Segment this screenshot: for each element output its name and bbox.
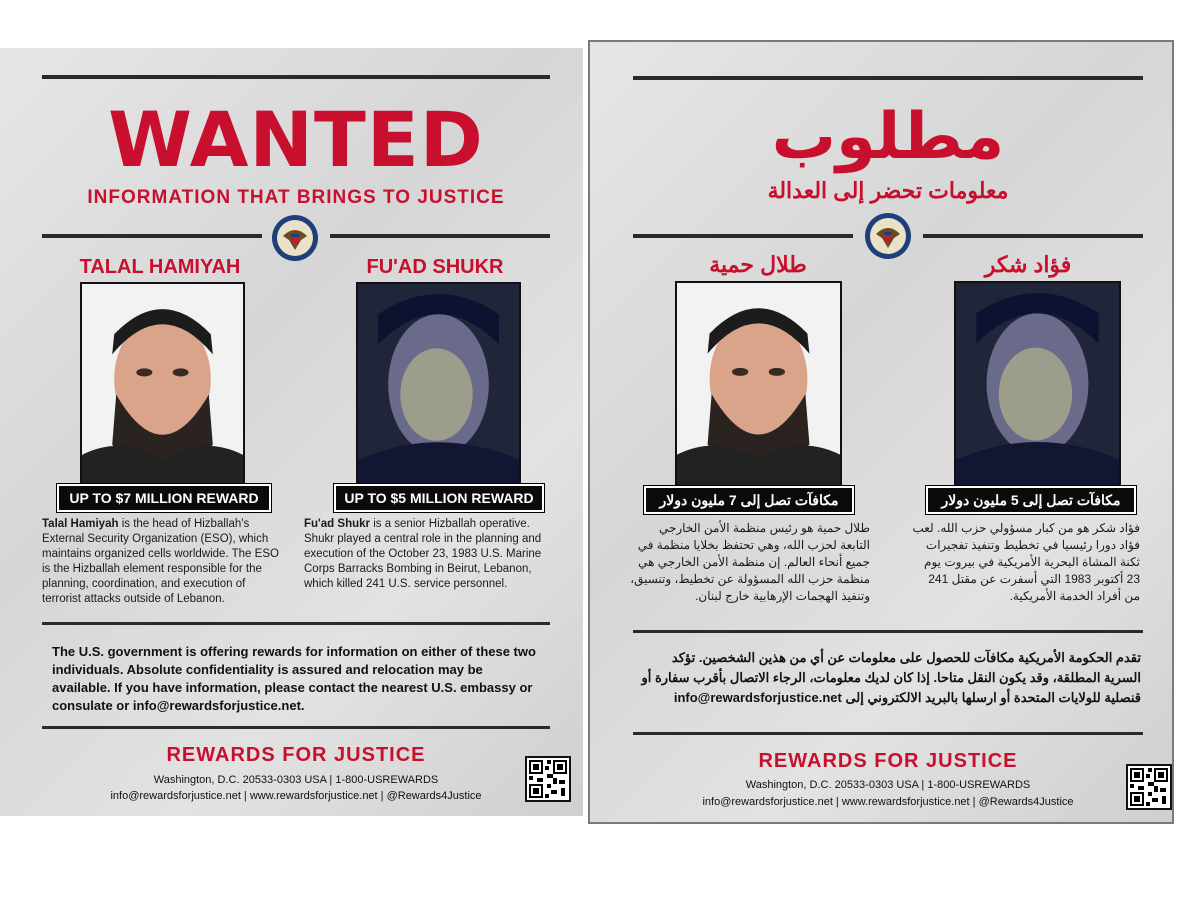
footer-address-ar: Washington, D.C. 20533-0303 USA | 1-800-USREWARDS bbox=[745, 779, 1031, 791]
notice-top-rule bbox=[42, 622, 550, 625]
name-right-ar: فؤاد شكر bbox=[984, 252, 1072, 277]
top-rule bbox=[42, 75, 550, 79]
reward-banner-right-ar: مكافآت تصل إلى 5 مليون دولار bbox=[926, 486, 1136, 514]
seal-rule-right bbox=[330, 234, 550, 238]
reward-banner-left: UP TO $7 MILLION REWARD bbox=[57, 484, 271, 512]
us-state-seal-icon bbox=[864, 212, 912, 260]
description-right-name: Fu'ad Shukr bbox=[304, 518, 370, 530]
name-left: TALAL HAMIYAH bbox=[79, 256, 241, 278]
photo-fuad-shukr bbox=[356, 282, 521, 493]
photo-talal-hamiyah-ar bbox=[675, 281, 842, 493]
reward-banner-left-ar: مكافآت تصل إلى 7 مليون دولار bbox=[644, 486, 854, 514]
seal-rule-left bbox=[42, 234, 262, 238]
top-rule-ar bbox=[633, 76, 1143, 80]
description-left-text: is the head of Hizballah's External Security Organization (ESO), which maintains organized cells worldwide. The ESO is the Hizballah element responsible for the planning, coordination, and execution of terrorist attacks outside of Lebanon. bbox=[42, 518, 279, 605]
qr-code-icon bbox=[1126, 764, 1172, 810]
name-right: FU'AD SHUKR bbox=[366, 256, 504, 278]
description-left-ar: طلال حمية هو رئيس منظمة الأمن الخارجي التابعة لحزب الله، وهي تحتفظ بخلايا منظمة في جميع أنحاء العالم. إن منظمة الأمن الخارجي هي منظمة حزب الله المسؤولة عن تخطيط، وتنسيق، وتنفيذ الهجمات الإرهابية خارج لبنان. bbox=[630, 521, 870, 603]
footer-title: REWARDS FOR JUSTICE bbox=[166, 744, 426, 766]
notice-text-ar: تقدم الحكومة الأمريكية مكافآت للحصول على معلومات عن أي من هذين الشخصين. تؤكد السرية المطلقة، وقد يكون النقل متاحا. إذا كان لديك معلومات، الرجاء الاتصال بأقرب سفارة أو قنصلية للولايات المتحدة أو ارسلها بالبريد الالكتروني إلى info@rewardsforjustice.net bbox=[641, 650, 1141, 705]
notice-text: The U.S. government is offering rewards for information on either of these two individuals. Absolute confidentiality is assured and relocation may be available. If you have information, please contact the nearest U.S. embassy or consulate or info@rewardsforjustice.net. bbox=[52, 644, 536, 713]
notice-bottom-rule bbox=[42, 726, 550, 729]
footer-contacts-text-ar: info@rewardsforjustice.net | www.rewardsforjustice.net | @Rewards4Justice bbox=[702, 796, 1074, 808]
us-state-seal-icon bbox=[271, 214, 319, 262]
english-poster bbox=[0, 48, 583, 816]
photo-talal-hamiyah bbox=[80, 282, 245, 493]
footer-address: Washington, D.C. 20533-0303 USA | 1-800-USREWARDS bbox=[153, 774, 439, 786]
description-right bbox=[304, 517, 556, 592]
description-right-ar: فؤاد شكر هو من كبار مسؤولي حزب الله. لعب فؤاد دورا رئيسيا في تخطيط وتنفيذ تفجيرات ثكنة المشاة البحرية الأمريكية في بيروت يوم 23 أكتوبر 1983 التي أسفرت عن مقتل 241 من أفراد الخدمة الأمريكية. bbox=[912, 521, 1140, 603]
footer-contacts-ar bbox=[633, 794, 1143, 811]
poster-title-ar: مطلوب bbox=[771, 100, 1005, 174]
qr-code-icon bbox=[525, 756, 571, 802]
poster-subtitle-ar: معلومات تحضر إلى العدالة bbox=[767, 178, 1009, 203]
reward-banner-right: UP TO $5 MILLION REWARD bbox=[334, 484, 544, 512]
arabic-poster bbox=[588, 40, 1174, 824]
seal-rule-right-ar bbox=[923, 234, 1143, 238]
name-left-ar: طلال حمية bbox=[709, 252, 807, 277]
footer-contacts-text: info@rewardsforjustice.net | www.rewardsforjustice.net | @Rewards4Justice bbox=[110, 790, 482, 802]
description-left-name: Talal Hamiyah bbox=[42, 518, 119, 530]
photo-fuad-shukr-ar bbox=[954, 281, 1121, 493]
poster-title: WANTED bbox=[108, 95, 484, 184]
notice-top-rule-ar bbox=[633, 630, 1143, 633]
footer-contacts bbox=[42, 788, 550, 805]
description-right-text: is a senior Hizballah operative. Shukr played a central role in the planning and execution of the October 23, 1983 U.S. Marine Corps Barracks Bombing in Beirut, Lebanon, which killed 241 U.S. service personnel. bbox=[304, 518, 542, 590]
description-left bbox=[42, 517, 282, 607]
poster-subtitle: INFORMATION THAT BRINGS TO JUSTICE bbox=[87, 187, 505, 208]
notice-bottom-rule-ar bbox=[633, 732, 1143, 735]
footer-title-ar: REWARDS FOR JUSTICE bbox=[758, 750, 1018, 772]
seal-rule-left-ar bbox=[633, 234, 853, 238]
